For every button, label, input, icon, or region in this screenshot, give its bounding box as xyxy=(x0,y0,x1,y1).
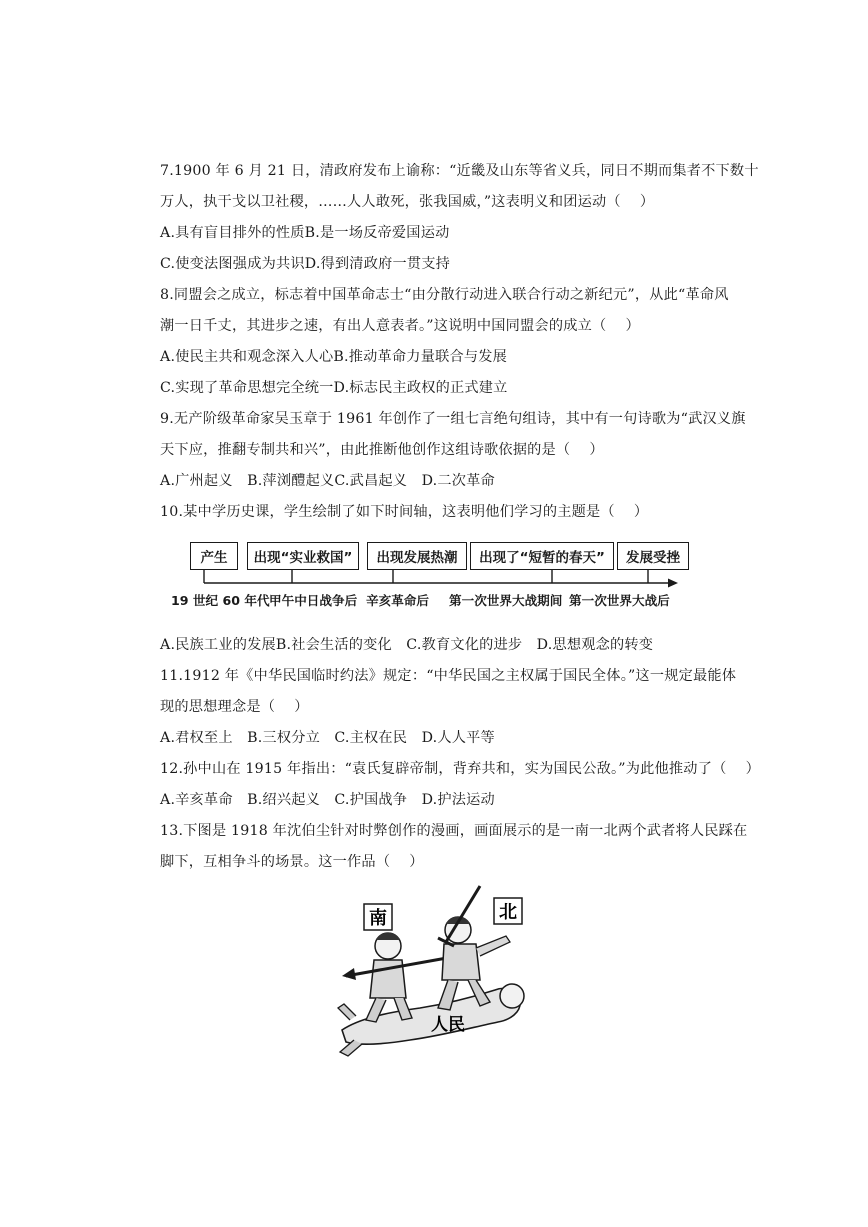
q8-stem-line2: 潮一日千丈，其进步之速，有出人意表者。”这说明中国同盟会的成立（ ） xyxy=(160,318,640,334)
timeline-label-post-1894: 甲午中日战争后 xyxy=(269,593,358,608)
q8-options-cd: C.实现了革命思想完全统一D.标志民主政权的正式建立 xyxy=(160,380,508,396)
q10-stem: 10.某中学历史课，学生绘制了如下时间轴，这表明他们学习的主题是（ ） xyxy=(160,504,649,520)
timeline-label-post-ww1: 第一次世界大战后 xyxy=(569,593,670,608)
cartoon-label-south: 南 xyxy=(369,908,387,929)
q9-stem-line2: 天下应，推翻专制共和兴”，由此推断他创作这组诗歌依据的是（ ） xyxy=(160,442,604,458)
q9-stem-line1: 9.无产阶级革命家吴玉章于 1961 年创作了一组七言绝句组诗，其中有一句诗歌为“武汉义旗 xyxy=(160,411,746,427)
timeline-label-ww1: 第一次世界大战期间 xyxy=(449,593,563,608)
timeline-box-industry-salvation: 出现“实业救国” xyxy=(247,542,359,570)
q10-options: A.民族工业的发展B.社会生活的变化 C.教育文化的进步 D.思想观念的转变 xyxy=(160,637,654,653)
q11-options: A.君权至上 B.三权分立 C.主权在民 D.人人平等 xyxy=(160,730,495,746)
q7-options-cd: C.使变法图强成为共识D.得到清政府一贯支持 xyxy=(160,256,451,272)
q8-stem-line1: 8.同盟会之成立，标志着中国革命志士“由分散行动进入联合行动之新纪元”，从此“革命风 xyxy=(160,287,729,303)
timeline-label-1860s: 19 世纪 60 年代 xyxy=(171,593,270,608)
cartoon-label-people: 人民 xyxy=(431,1015,465,1035)
q12-options: A.辛亥革命 B.绍兴起义 C.护国战争 D.护法运动 xyxy=(160,792,495,808)
q11-stem-line2: 现的思想理念是（ ） xyxy=(160,699,309,715)
cartoon-label-north: 北 xyxy=(499,902,517,923)
timeline-box-boom: 出现发展热潮 xyxy=(367,542,467,570)
warlord-cartoon xyxy=(330,880,550,1060)
q11-stem-line1: 11.1912 年《中华民国临时约法》规定：“中华民国之主权属于国民全体。”这一规定最能体 xyxy=(160,668,737,684)
q9-options: A.广州起义 B.萍浏醴起义C.武昌起义 D.二次革命 xyxy=(160,473,495,489)
timeline-box-setback: 发展受挫 xyxy=(617,542,689,570)
q12-stem: 12.孙中山在 1915 年指出：“袁氏复辟帝制，背弃共和，实为国民公敌。”为此他推动了（ ） xyxy=(160,761,760,777)
q7-stem-line2: 万人，执干戈以卫社稷，……人人敢死，张我国威，”这表明义和团运动（ ） xyxy=(160,194,655,210)
timeline-box-spring: 出现了“短暂的春天” xyxy=(470,542,614,570)
q8-options-ab: A.使民主共和观念深入人心B.推动革命力量联合与发展 xyxy=(160,349,508,365)
q7-options-ab: A.具有盲目排外的性质B.是一场反帝爱国运动 xyxy=(160,225,450,241)
q13-stem-line1: 13.下图是 1918 年沈伯尘针对时弊创作的漫画，画面展示的是一南一北两个武者将人民踩在 xyxy=(160,823,748,839)
q13-stem-line2: 脚下，互相争斗的场景。这一作品（ ） xyxy=(160,854,424,870)
q7-stem-line1: 7.1900 年 6 月 21 日，清政府发布上谕称：“近畿及山东等省义兵，同日不期而集者不下数十 xyxy=(160,163,759,179)
timeline-label-post-1911: 辛亥革命后 xyxy=(366,593,429,608)
timeline-box-origin: 产生 xyxy=(190,542,238,570)
